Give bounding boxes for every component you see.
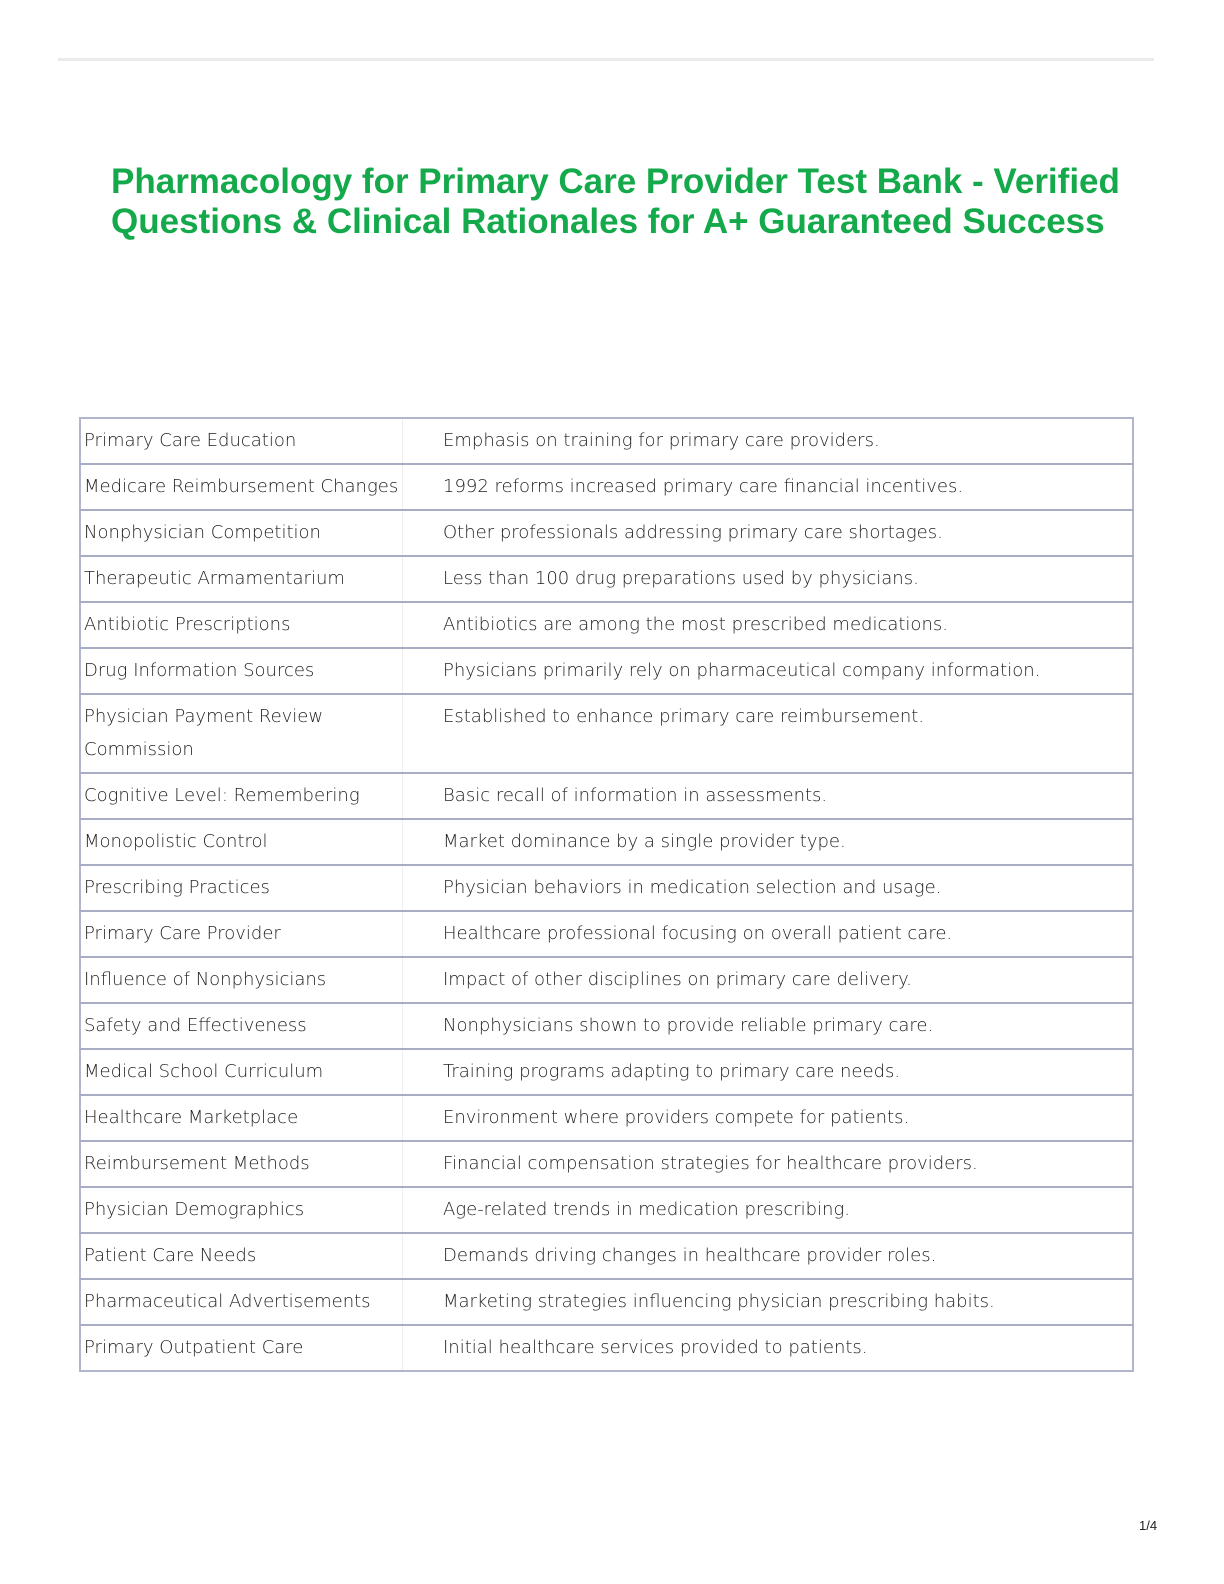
table-row (80, 1095, 1133, 1141)
table-row (80, 510, 1133, 556)
definition-cell: Marketing strategies influencing physician prescribing habits. (403, 1279, 1134, 1325)
definition-cell: Financial compensation strategies for healthcare providers. (403, 1141, 1134, 1187)
term-cell: Safety and Effectiveness (80, 1003, 403, 1049)
definition-cell: Established to enhance primary care reimbursement. (403, 694, 1134, 773)
definition-cell: Market dominance by a single provider type. (403, 819, 1134, 865)
table-row (80, 773, 1133, 819)
definition-cell: Impact of other disciplines on primary care delivery. (403, 957, 1134, 1003)
definition-cell: Initial healthcare services provided to patients. (443, 1337, 868, 1358)
definition-cell: Physicians primarily rely on pharmaceutical company information. (403, 648, 1134, 694)
term-cell: Monopolistic Control (80, 819, 403, 865)
term-cell: Physician Demographics (80, 1187, 403, 1233)
table-row (80, 1003, 1133, 1049)
table-row (80, 648, 1133, 694)
table-row (80, 1049, 1133, 1095)
definition-cell: 1992 reforms increased primary care financial incentives. (403, 464, 1134, 510)
table-row (80, 1187, 1133, 1233)
definition-cell: Basic recall of information in assessments. (403, 773, 1134, 819)
term-cell: Primary Outpatient Care (80, 1325, 403, 1371)
table-row (80, 865, 1133, 911)
term-cell: Drug Information Sources (80, 648, 403, 694)
definition-cell: Training programs adapting to primary care needs. (403, 1049, 1134, 1095)
term-cell: Healthcare Marketplace (80, 1095, 403, 1141)
term-cell: Medicare Reimbursement Changes (80, 464, 403, 510)
table-row (80, 464, 1133, 510)
term-cell: Medical School Curriculum (80, 1049, 403, 1095)
table-row (80, 694, 1133, 773)
term-cell: Therapeutic Armamentarium (80, 556, 403, 602)
term-cell: Primary Care Provider (80, 911, 403, 957)
table-row (80, 957, 1133, 1003)
table-row (80, 602, 1133, 648)
term-cell: Physician Payment Review Commission (80, 694, 403, 773)
term-cell: Antibiotic Prescriptions (80, 602, 403, 648)
definition-cell: Age-related trends in medication prescribing. (403, 1187, 1134, 1233)
term-cell: Nonphysician Competition (80, 510, 403, 556)
definition-cell: Less than 100 drug preparations used by physicians. (403, 556, 1134, 602)
term-cell: Patient Care Needs (80, 1233, 403, 1279)
term-cell: Primary Care Education (80, 418, 403, 464)
definition-cell: Healthcare professional focusing on overall patient care. (403, 911, 1134, 957)
term-cell: Reimbursement Methods (80, 1141, 403, 1187)
document-title: Pharmacology for Primary Care Provider Test Bank - Verified Questions & Clinical Rationales for A+ Guaranteed Success (111, 162, 1120, 241)
table-row (80, 1325, 1133, 1371)
definition-cell: Antibiotics are among the most prescribed medications. (403, 602, 1134, 648)
page-number: 1/4 (1139, 1518, 1158, 1533)
definition-cell: Nonphysicians shown to provide reliable primary care. (403, 1003, 1134, 1049)
table-row (80, 911, 1133, 957)
table-row (80, 819, 1133, 865)
term-cell: Pharmaceutical Advertisements (80, 1279, 403, 1325)
definition-cell: Other professionals addressing primary care shortages. (403, 510, 1134, 556)
table-row (80, 1141, 1133, 1187)
term-cell: Prescribing Practices (80, 865, 403, 911)
definition-cell: Emphasis on training for primary care providers. (403, 418, 1134, 464)
table-row (80, 1279, 1133, 1325)
definition-cell: Environment where providers compete for patients. (403, 1095, 1134, 1141)
term-definition-table (79, 417, 1134, 1372)
term-cell: Cognitive Level: Remembering (80, 773, 403, 819)
table-row (80, 418, 1133, 464)
top-divider (58, 58, 1154, 61)
table-row (80, 556, 1133, 602)
term-cell: Influence of Nonphysicians (80, 957, 403, 1003)
definition-cell: Physician behaviors in medication selection and usage. (403, 865, 1134, 911)
definition-cell: Demands driving changes in healthcare provider roles. (403, 1233, 1134, 1279)
table-row (80, 1233, 1133, 1279)
